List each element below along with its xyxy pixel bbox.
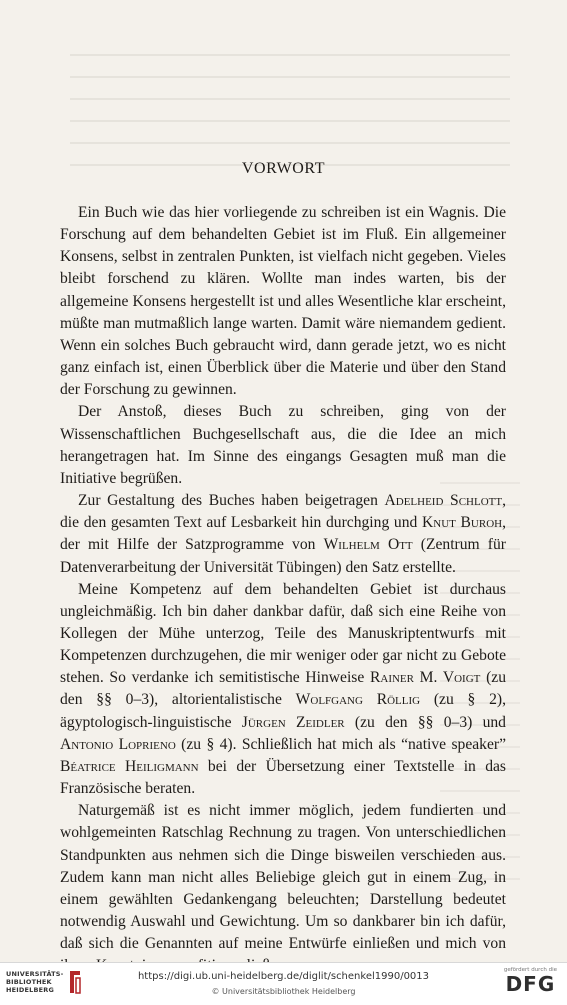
person-name: Jürgen Zeidler — [241, 713, 345, 731]
funder-caption: gefördert durch die — [503, 967, 557, 973]
paragraph-text: , die den gesamten Text auf Lesbarkeit hin durchging und — [60, 492, 507, 532]
person-name: Béatrice Heiligmann — [60, 757, 199, 775]
library-name-line: BIBLIOTHEK — [6, 978, 52, 986]
person-name: Wolfgang Röllig — [295, 691, 421, 709]
paragraph-text: (zu den §§ 0–3) und — [344, 713, 506, 731]
paragraph-text: (zu § 2), ägyptologisch-linguistische — [60, 691, 506, 731]
paragraph-2: Der Anstoß, dieses Buch zu schreiben, ging von der Wissenschaftlichen Buchgesellschaft aus, die die Idee an mich herangetragen hat. Im Sinne des eingangs Gesagten muß man die Initiative begrüßen. — [60, 403, 506, 487]
person-name: Rainer M. Voigt — [369, 669, 481, 687]
paragraph-4 — [60, 579, 506, 801]
page-heading: VORWORT — [241, 160, 326, 177]
person-name: Wilhelm Ott — [323, 536, 413, 554]
bleed-through-text — [70, 40, 510, 180]
paragraph-text: (Zentrum für Datenverarbeitung der Universität Tübingen) den Satz erstellte. — [60, 536, 506, 576]
paragraph-text: bei der Übersetzung einer Textstelle in das Französische beraten. — [60, 757, 506, 798]
dfg-wordmark: DFG — [505, 972, 556, 996]
paragraph-5: Naturgemäß ist es nicht immer möglich, jedem fundierten und wohlgemeinten Ratschlag Rechnung zu tragen. Von unterschiedlichen Standpunkten aus nehmen sich die Dinge bisweilen verschieden aus. Zudem kann man nicht alles Beliebige gleich gut in einem Zug, in einem gewählten Gedankengang beleuchten; Darstellung bedeutet notwendig Auswahl und Gewichtung. Um so dankbarer bin ich dafür, daß sich die Genannten auf meine Entwürfe einließen und mich von — [60, 802, 506, 953]
body-text — [60, 202, 506, 977]
paragraph-text: (zu den §§ 0–3), altorientalistische — [60, 669, 506, 709]
person-name: Knut Buroh — [421, 514, 503, 532]
paragraph-text: Zur Gestaltung des Buches haben beigetragen — [78, 492, 385, 510]
library-name-line: HEIDELBERG — [6, 986, 55, 994]
library-name-line: UNIVERSITÄTS- — [6, 970, 64, 978]
copyright-text: © Universitätsbibliothek Heidelberg — [211, 987, 356, 996]
paragraph-text: , der mit Hilfe der Satzprogramme von — [60, 514, 507, 554]
dfg-logo[interactable] — [504, 967, 557, 995]
paragraph-text: Meine Kompetenz auf dem behandelten Gebiet ist durchaus ungleichmäßig. Ich bin daher dankbar dafür, daß sich eine Reihe von Kollegen der Mühe unterzog, Teile des Manuskriptentwurfs mit Kompetenzen durchzugehen, die mir weniger oder gar nicht zu Gebote stehen. So verdanke ich semitistische Hinweise — [60, 580, 506, 687]
person-name: Antonio Loprieno — [60, 735, 176, 753]
paragraph-1: Ein Buch wie das hier vorliegende zu schreiben ist ein Wagnis. Die Forschung auf dem behandelten Gebiet ist im Fluß. Ein allgemeiner Konsens, selbst in zentralen Punkten, ist vielfach nicht gegeben. Vieles bleibt forschend zu klären. Wollte man indes warten, bis der allgemeine Konsens hergestellt ist und alles Wesentliche klar erscheint, müßte man mutmaßlich lange warten. Damit wäre niemandem gedient. Wenn ein solches Buch gebraucht wird, dann gerade jetzt, wo es nicht ganz einfach ist, einen Überblick über die Materie und über den Stand der Forschung zu gewinnen. — [60, 204, 506, 399]
paragraph-3 — [60, 490, 506, 579]
footer-bar — [0, 962, 567, 1005]
person-name: Adelheid Schlott — [384, 492, 503, 510]
permalink-url[interactable]: https://digi.ub.uni-heidelberg.de/diglit/schenkel1990/0013 — [137, 971, 430, 982]
paragraph-text: (zu § 4). Schließlich hat mich als “native speaker” — [175, 735, 506, 753]
